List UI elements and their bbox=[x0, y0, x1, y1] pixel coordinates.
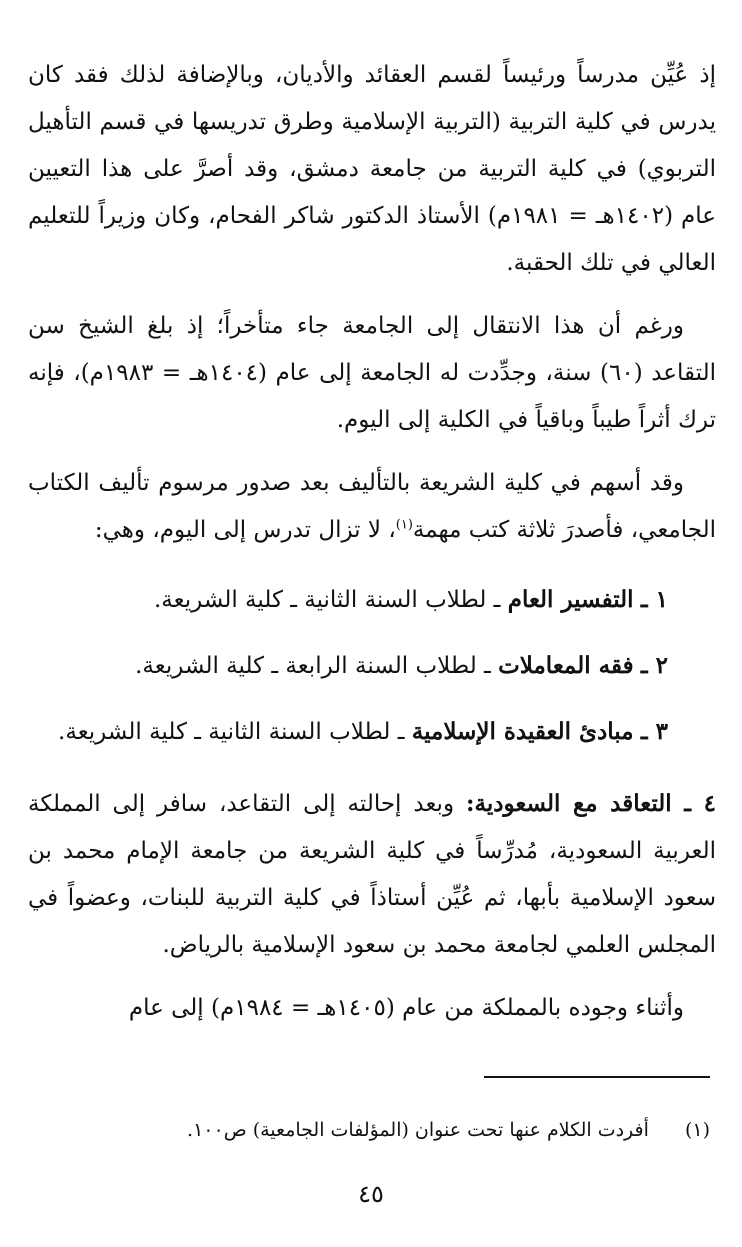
footnote-number: (١) bbox=[684, 1119, 710, 1141]
footnote bbox=[30, 1116, 710, 1144]
list-item bbox=[28, 642, 716, 690]
paragraph-3-tail: ، لا تزال تدرس إلى اليوم، وهي: bbox=[94, 517, 396, 543]
footnote-reference[interactable]: (١) bbox=[395, 517, 413, 533]
section-4-paragraph bbox=[28, 780, 716, 969]
paragraph-3 bbox=[28, 460, 716, 554]
page-body bbox=[28, 52, 716, 1032]
list-item bbox=[28, 576, 716, 624]
paragraph-3-text: وقد أسهم في كلية الشريعة بالتأليف بعد صدور مرسوم تأليف الكتاب الجامعي، فأصدرَ ثلاثة كتب مهمة bbox=[28, 470, 716, 543]
books-list bbox=[28, 576, 716, 756]
section-4-heading: ٤ ـ التعاقد مع السعودية: bbox=[466, 790, 717, 817]
book-number: ٣ ـ bbox=[640, 718, 668, 745]
page-number: ٤٥ bbox=[358, 1180, 384, 1208]
paragraph-5: وأثناء وجوده بالمملكة من عام (١٤٠٥هـ = ١٩٨٤م) إلى عام bbox=[128, 995, 684, 1021]
list-item bbox=[28, 708, 716, 756]
book-title: فقه المعاملات bbox=[498, 652, 634, 679]
book-detail: ـ لطلاب السنة الثانية ـ كلية الشريعة. bbox=[58, 719, 405, 745]
book-title: التفسير العام bbox=[507, 586, 634, 613]
footnote-divider bbox=[484, 1076, 710, 1078]
footnote-text: أفردت الكلام عنها تحت عنوان (المؤلفات الجامعية) ص١٠٠. bbox=[187, 1119, 649, 1141]
book-title: مبادئ العقيدة الإسلامية bbox=[411, 718, 634, 745]
book-number: ١ ـ bbox=[640, 586, 668, 613]
section-4-text: وبعد إحالته إلى التقاعد، سافر إلى المملكة العربية السعودية، مُدرِّساً في كلية الشريعة من جامعة الإمام محمد بن سعود الإسلامية بأبها، ثم عُيِّن أستاذاً في كلية التربية للبنات، وعضواً في المجلس العلمي لجامعة محمد بن سعود الإسلامية بالرياض. bbox=[28, 791, 716, 958]
paragraph-2: ورغم أن هذا الانتقال إلى الجامعة جاء متأخراً؛ إذ بلغ الشيخ سن التقاعد (٦٠) سنة، وجدِّدت له الجامعة إلى عام (١٤٠٤هـ = ١٩٨٣م)، فإنه ترك أثراً طيباً وباقياً في الكلية إلى اليوم. bbox=[28, 313, 717, 433]
book-number: ٢ ـ bbox=[640, 652, 668, 679]
book-detail: ـ لطلاب السنة الثانية ـ كلية الشريعة. bbox=[154, 587, 501, 613]
book-detail: ـ لطلاب السنة الرابعة ـ كلية الشريعة. bbox=[135, 653, 491, 679]
paragraph-1: إذ عُيِّن مدرساً ورئيساً لقسم العقائد والأديان، وبالإضافة لذلك فقد كان يدرس في كلية التربية (التربية الإسلامية وطرق تدريسها في قسم التأهيل التربوي) في كلية التربية من جامعة دمشق، وقد أصرَّ على هذا التعيين عام (١٤٠٢هـ = ١٩٨١م) الأستاذ الدكتور شاكر الفحام، وكان وزيراً للتعليم العالي في تلك الحقبة. bbox=[28, 62, 716, 276]
